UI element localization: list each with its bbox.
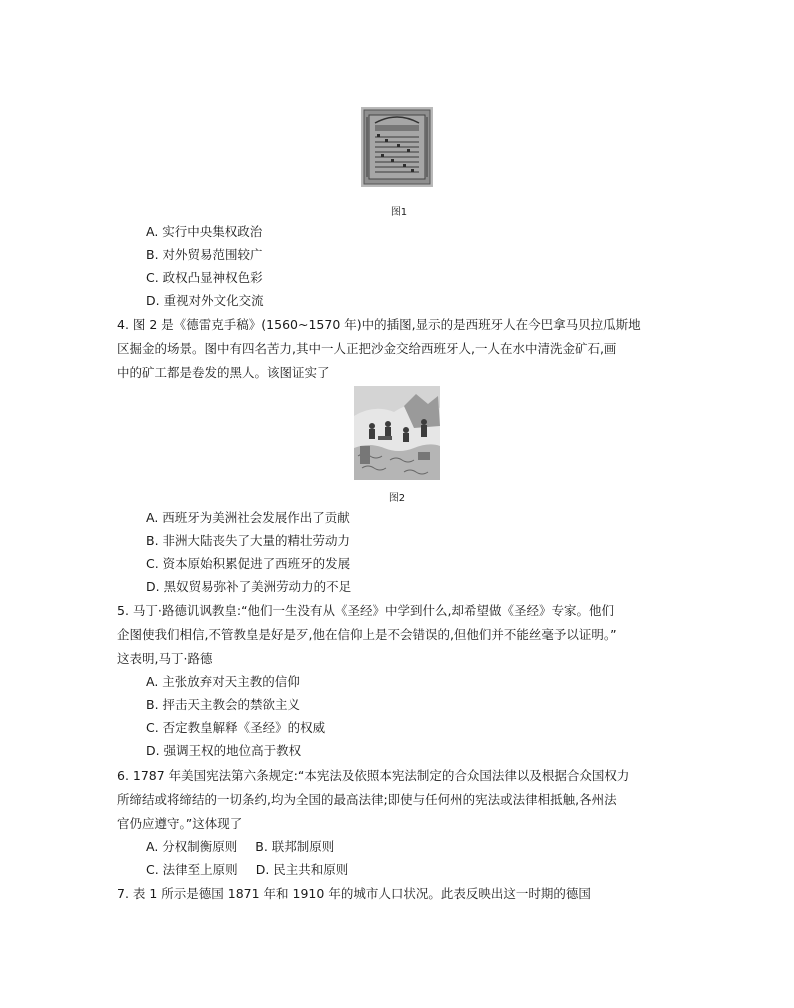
figure-1-caption: 图1 xyxy=(390,207,408,218)
q6-option-c: C. 法律至上原则 xyxy=(146,862,238,877)
q5-option-a: A. 主张放弃对天主教的信仰 xyxy=(146,674,300,689)
q5-option-d: D. 强调王权的地位高于教权 xyxy=(146,743,302,758)
q4-option-a: A. 西班牙为美洲社会发展作出了贡献 xyxy=(146,510,350,525)
q3-option-d: D. 重视对外文化交流 xyxy=(146,293,264,308)
figure-2-caption: 图2 xyxy=(388,493,406,504)
q4-option-b: B. 非洲大陆丧失了大量的精壮劳动力 xyxy=(146,533,351,548)
q6-stem-line-2: 所缔结或将缔结的一切条约,均为全国的最高法律;即使与任何州的宪法或法律相抵触,各州法 xyxy=(117,792,617,807)
q3-option-b: B. 对外贸易范围较广 xyxy=(146,247,263,262)
q5-option-b: B. 抨击天主教会的禁欲主义 xyxy=(146,697,301,712)
q4-option-d: D. 黑奴贸易弥补了美洲劳动力的不足 xyxy=(146,579,352,594)
q5-stem-line-1: 5. 马丁·路德讥讽教皇:“他们一生没有从《圣经》中学到什么,却希望做《圣经》专家。他们 xyxy=(117,603,615,618)
figure-2-image xyxy=(354,386,440,480)
q6-stem-line-1: 6. 1787 年美国宪法第六条规定:“本宪法及依照本宪法制定的合众国法律以及根据合众国权力 xyxy=(117,768,630,783)
q6-stem-line-3: 官仍应遵守。”这体现了 xyxy=(117,816,243,831)
q3-option-c: C. 政权凸显神权色彩 xyxy=(146,270,263,285)
q4-option-c: C. 资本原始积累促进了西班牙的发展 xyxy=(146,556,351,571)
q6-options-row-1 xyxy=(146,838,334,856)
q6-option-b: B. 联邦制原则 xyxy=(255,839,335,854)
q5-stem-line-3: 这表明,马丁·路德 xyxy=(117,651,213,666)
q7-stem: 7. 表 1 所示是德国 1871 年和 1910 年的城市人口状况。此表反映出这一时期的德国 xyxy=(117,886,591,901)
q3-option-a: A. 实行中央集权政治 xyxy=(146,224,263,239)
q6-option-a: A. 分权制衡原则 xyxy=(146,839,238,854)
q5-option-c: C. 否定教皇解释《圣经》的权威 xyxy=(146,720,326,735)
q4-stem-line-1: 4. 图 2 是《德雷克手稿》(1560~1570 年)中的插图,显示的是西班牙人在今巴拿马贝拉瓜斯地 xyxy=(117,317,641,332)
q4-stem-line-2: 区掘金的场景。图中有四名苦力,其中一人正把沙金交给西班牙人,一人在水中清洗金矿石,画 xyxy=(117,341,617,356)
figure-1-image xyxy=(361,107,433,187)
q4-stem-line-3: 中的矿工都是卷发的黑人。该图证实了 xyxy=(117,365,330,380)
q6-option-d: D. 民主共和原则 xyxy=(255,862,349,877)
q6-options-row-2 xyxy=(146,861,348,879)
q5-stem-line-2: 企图使我们相信,不管教皇是好是歹,他在信仰上是不会错误的,但他们并不能丝毫予以证明。” xyxy=(117,627,617,642)
